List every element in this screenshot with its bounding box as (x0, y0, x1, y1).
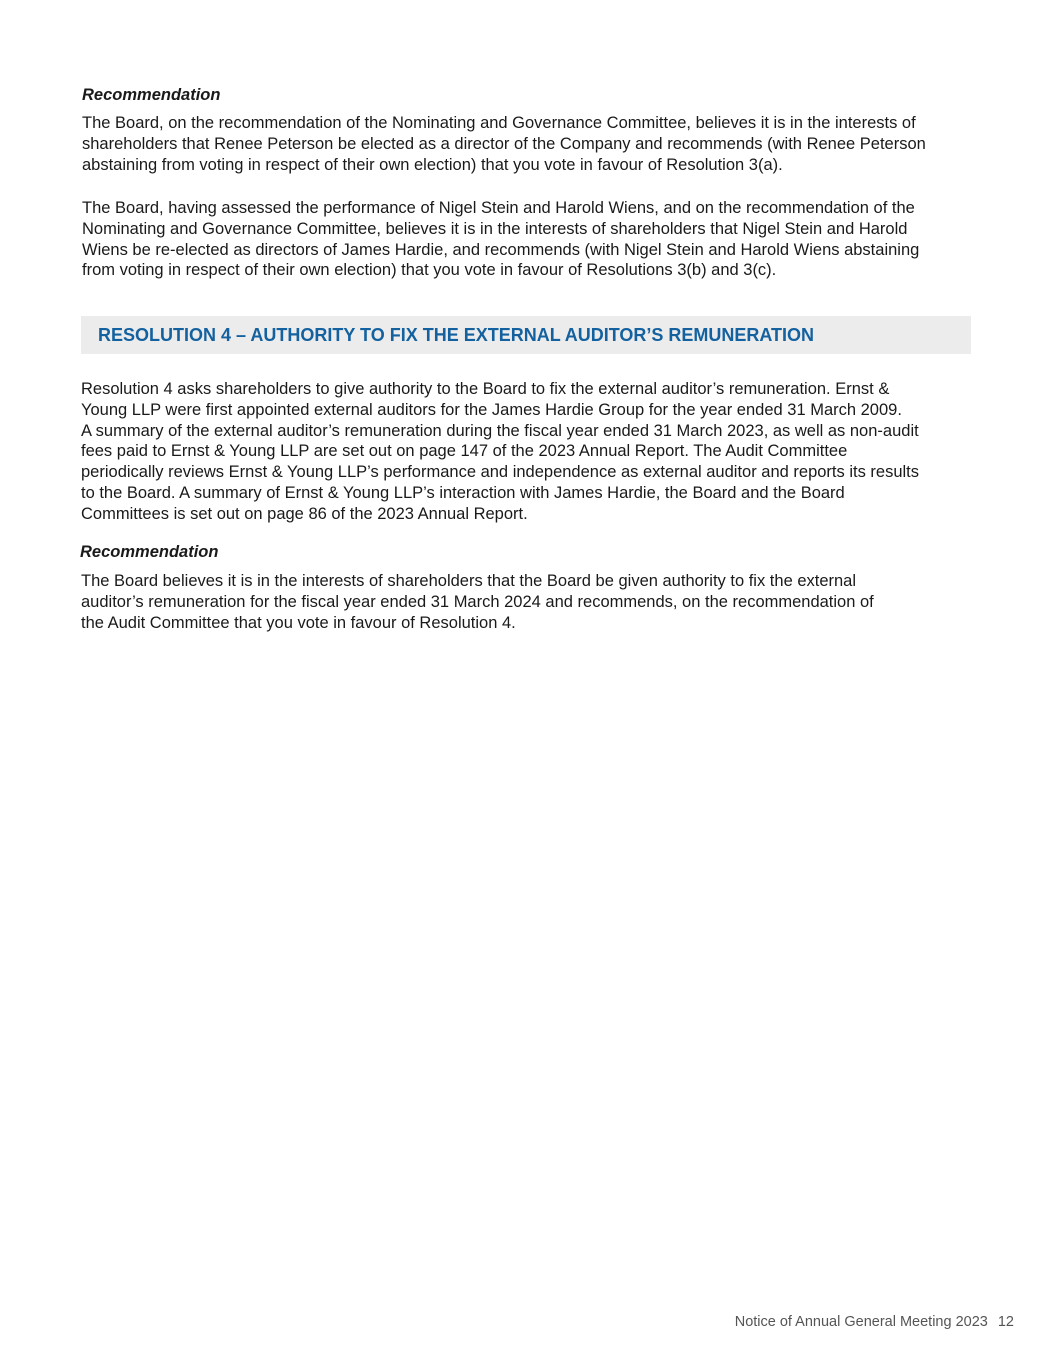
text-line: abstaining from voting in respect of their own election) that you vote in favour of Resolution 3(a). (82, 155, 783, 174)
text-line: The Board believes it is in the interests of shareholders that the Board be given authority to fix the external (81, 572, 857, 590)
text-line: fees paid to Ernst & Young LLP are set out on page 147 of the 2023 Annual Report. The Audit Committee (81, 442, 848, 461)
recommendation-paragraph-resolution-3a (82, 113, 926, 175)
resolution-4-recommendation (81, 571, 874, 633)
text-line: Resolution 4 asks shareholders to give authority to the Board to fix the external auditor’s remuneration. Ernst & (81, 380, 890, 398)
resolution-4-banner (81, 316, 971, 354)
recommendation-heading-2: Recommendation (80, 543, 219, 561)
page-number: 12 (997, 1314, 1014, 1330)
text-line: to the Board. A summary of Ernst & Young LLP’s interaction with James Hardie, the Board and the Board (81, 483, 845, 502)
text-line: The Board, on the recommendation of the Nominating and Governance Committee, believes it is in the interests of (82, 114, 916, 132)
text-line: Nominating and Governance Committee, believes it is in the interests of shareholders that Nigel Stein and Harold (82, 219, 908, 238)
text-line: A summary of the external auditor’s remuneration during the fiscal year ended 31 March 2023, as well as non-audit (81, 421, 919, 440)
resolution-4-title: RESOLUTION 4 – AUTHORITY TO FIX THE EXTERNAL AUDITOR’S REMUNERATION (98, 325, 815, 345)
text-line: The Board, having assessed the performance of Nigel Stein and Harold Wiens, and on the recommendation of the (82, 199, 915, 217)
recommendation-heading-1: Recommendation (82, 86, 221, 104)
text-line: Committees is set out on page 86 of the 2023 Annual Report. (81, 504, 528, 523)
text-line: periodically reviews Ernst & Young LLP’s performance and independence as external auditor and reports its results (81, 463, 920, 482)
resolution-4-body (81, 379, 919, 525)
page-footer (735, 1314, 1014, 1330)
text-line: from voting in respect of their own election) that you vote in favour of Resolutions 3(b) and 3(c). (82, 261, 777, 280)
text-line: auditor’s remuneration for the fiscal year ended 31 March 2024 and recommends, on the recommendation of (81, 592, 874, 611)
text-line: shareholders that Renee Peterson be elected as a director of the Company and recommends (with Renee Peterson (82, 134, 926, 153)
text-line: the Audit Committee that you vote in favour of Resolution 4. (81, 613, 516, 632)
footer-document-title: Notice of Annual General Meeting 2023 (734, 1314, 988, 1330)
text-line: Wiens be re-elected as directors of James Hardie, and recommends (with Nigel Stein and Harold Wiens abstaining (82, 240, 920, 259)
text-line: Young LLP were first appointed external auditors for the James Hardie Group for the year ended 31 March 2009. (81, 400, 902, 419)
recommendation-paragraph-resolution-3b-3c (82, 198, 919, 281)
